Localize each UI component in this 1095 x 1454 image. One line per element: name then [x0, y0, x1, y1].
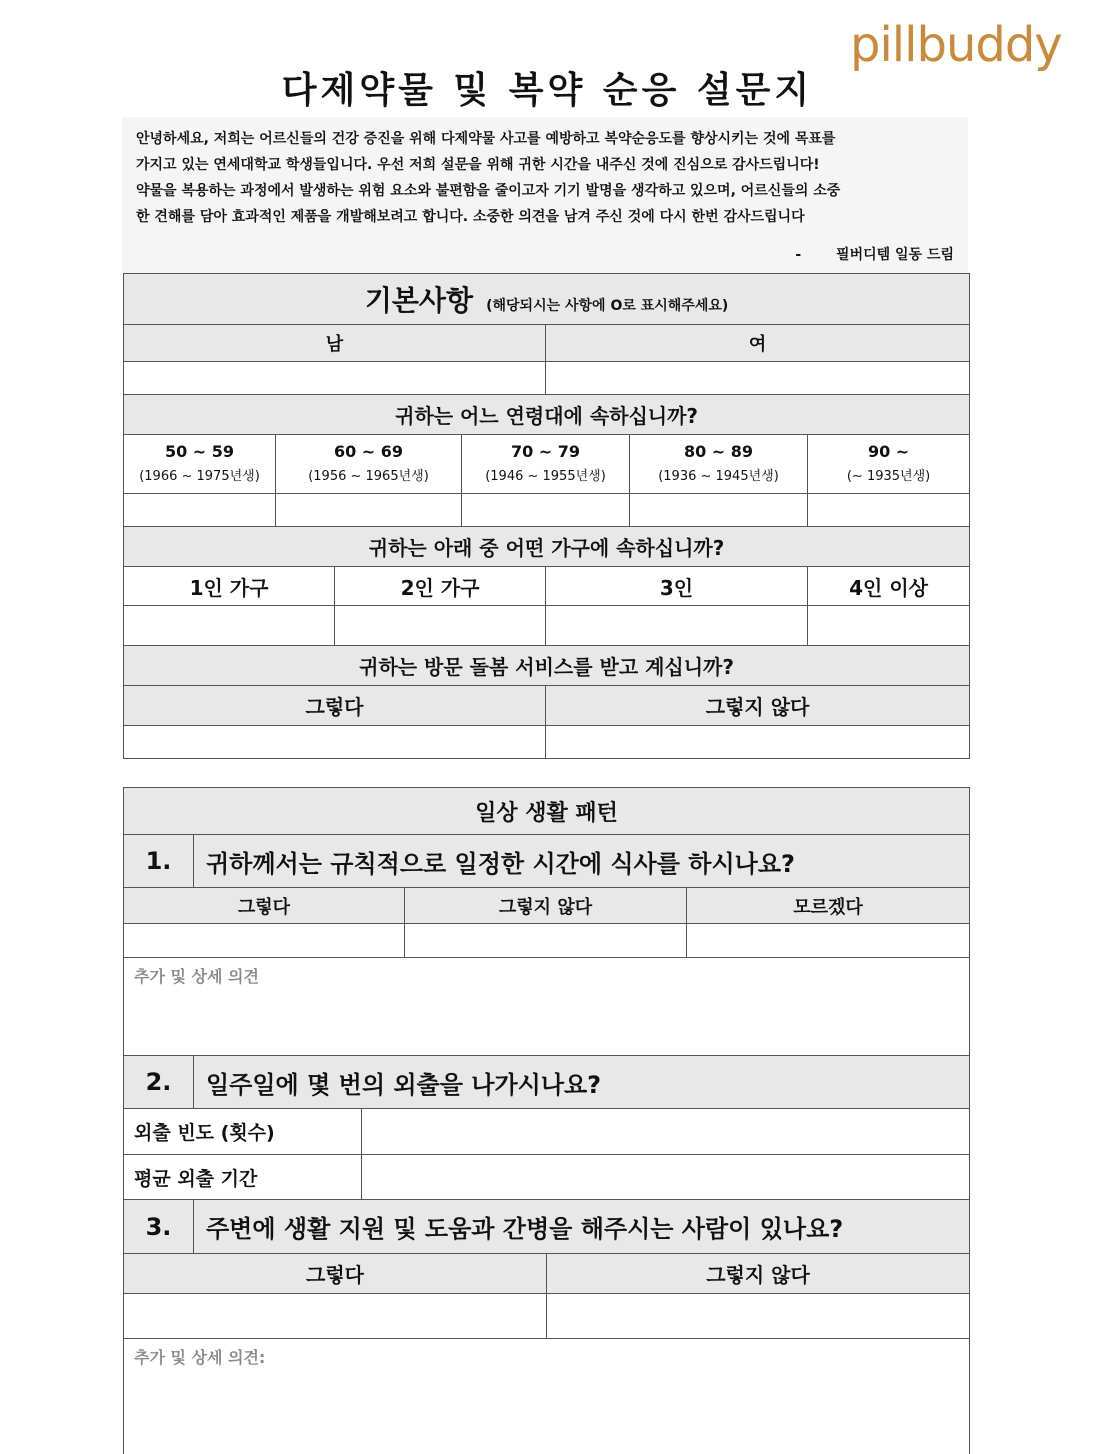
age-option-60: [276, 435, 462, 494]
intro-line: 한 견해를 담아 효과적인 제품을 개발해보려고 합니다. 소중한 의견을 남겨 주신 것에 다시 한번 감사드립니다: [136, 209, 805, 225]
q1-answer-unknown[interactable]: [687, 924, 970, 958]
household-option-1: 1인 가구: [124, 567, 335, 606]
age-option-50: [124, 435, 276, 494]
household-answer-2[interactable]: [335, 606, 546, 646]
q2-duration-label: 평균 외출 기간: [124, 1155, 362, 1200]
q2-duration-answer[interactable]: [362, 1155, 970, 1200]
daily-heading: [124, 788, 970, 835]
basic-heading-note: (해당되시는 사항에 O로 표시해주세요): [486, 298, 729, 314]
household-answer-1[interactable]: [124, 606, 335, 646]
daily-pattern-table: [123, 787, 970, 1454]
q1-answer-yes[interactable]: [124, 924, 405, 958]
age-years: (1956 ~ 1965년생): [308, 469, 429, 484]
age-years: (~ 1935년생): [846, 469, 931, 484]
q1-number: 1.: [124, 835, 194, 888]
q1-option-no: 그렇지 않다: [405, 888, 687, 924]
age-range: 60 ~ 69: [333, 442, 404, 461]
care-option-yes: 그렇다: [124, 686, 546, 726]
gender-male-answer[interactable]: [124, 362, 546, 395]
age-range: 50 ~ 59: [164, 442, 235, 461]
age-years: (1966 ~ 1975년생): [139, 469, 260, 484]
household-question: 귀하는 아래 중 어떤 가구에 속하십니까?: [124, 527, 970, 567]
q2-frequency-answer[interactable]: [362, 1109, 970, 1155]
basic-heading: [124, 274, 970, 325]
q3-note-field[interactable]: [124, 1339, 970, 1454]
q3-text: 주변에 생활 지원 및 도움과 간병을 해주시는 사람이 있나요?: [194, 1200, 970, 1254]
household-option-3: 3인: [546, 567, 808, 606]
care-option-no: 그렇지 않다: [546, 686, 970, 726]
age-range: 80 ~ 89: [683, 442, 754, 461]
q3-note-label: 추가 및 상세 의견:: [134, 1348, 266, 1367]
intro-line: 안녕하세요, 저희는 어르신들의 건강 증진을 위해 다제약물 사고를 예방하고 복약순응도를 향상시키는 것에 목표를: [136, 131, 836, 147]
q3-answer-no[interactable]: [547, 1294, 970, 1339]
gender-female-label: 여: [546, 325, 970, 362]
q1-option-yes: 그렇다: [124, 888, 405, 924]
age-answer-80[interactable]: [630, 494, 808, 527]
q2-text: 일주일에 몇 번의 외출을 나가시나요?: [194, 1056, 970, 1109]
q1-note-label: 추가 및 상세 의견: [134, 967, 259, 986]
age-option-70: [462, 435, 630, 494]
household-answer-4[interactable]: [808, 606, 970, 646]
household-option-4: 4인 이상: [808, 567, 970, 606]
care-question: 귀하는 방문 돌봄 서비스를 받고 계십니까?: [124, 646, 970, 686]
age-option-80: [630, 435, 808, 494]
age-answer-60[interactable]: [276, 494, 462, 527]
age-option-90: [808, 435, 970, 494]
age-range: 70 ~ 79: [510, 442, 581, 461]
q3-number: 3.: [124, 1200, 194, 1254]
q1-answer-no[interactable]: [405, 924, 687, 958]
q2-frequency-label: 외출 빈도 (횟수): [124, 1109, 362, 1155]
q1-note-field[interactable]: [124, 958, 970, 1056]
basic-heading-title: 기본사항: [364, 284, 474, 317]
signature: [795, 242, 954, 268]
age-years: (1946 ~ 1955년생): [485, 469, 606, 484]
gender-male-label: 남: [124, 325, 546, 362]
q3-option-yes: 그렇다: [124, 1254, 547, 1294]
basic-info-table: [123, 273, 970, 759]
q2-number: 2.: [124, 1056, 194, 1109]
page-title: 다제약물 및 복약 순응 설문지: [281, 70, 814, 111]
gender-female-answer[interactable]: [546, 362, 970, 395]
q3-answer-yes[interactable]: [124, 1294, 547, 1339]
age-answer-70[interactable]: [462, 494, 630, 527]
care-answer-yes[interactable]: [124, 726, 546, 759]
age-years: (1936 ~ 1945년생): [658, 469, 779, 484]
q3-option-no: 그렇지 않다: [547, 1254, 970, 1294]
signature-dash: -: [795, 247, 802, 263]
intro-line: 가지고 있는 연세대학교 학생들입니다. 우선 저희 설문을 위해 귀한 시간을 내주신 것에 진심으로 감사드립니다!: [136, 157, 820, 173]
intro-box: [122, 117, 968, 273]
daily-heading-text: 일상 생활 패턴: [475, 800, 618, 826]
age-question: 귀하는 어느 연령대에 속하십니까?: [124, 395, 970, 435]
age-range: 90 ~: [867, 442, 910, 461]
household-answer-3[interactable]: [546, 606, 808, 646]
household-option-2: 2인 가구: [335, 567, 546, 606]
signature-text: 필버디템 일동 드림: [836, 247, 954, 263]
intro-line: 약물을 복용하는 과정에서 발생하는 위험 요소와 불편함을 줄이고자 기기 발명을 생각하고 있으며, 어르신들의 소중: [136, 183, 841, 199]
q1-text: 귀하께서는 규칙적으로 일정한 시간에 식사를 하시나요?: [194, 835, 970, 888]
pillbuddy-logo: pillbuddy: [850, 17, 1062, 73]
care-answer-no[interactable]: [546, 726, 970, 759]
age-answer-90[interactable]: [808, 494, 970, 527]
q1-option-unknown: 모르겠다: [687, 888, 970, 924]
age-answer-50[interactable]: [124, 494, 276, 527]
